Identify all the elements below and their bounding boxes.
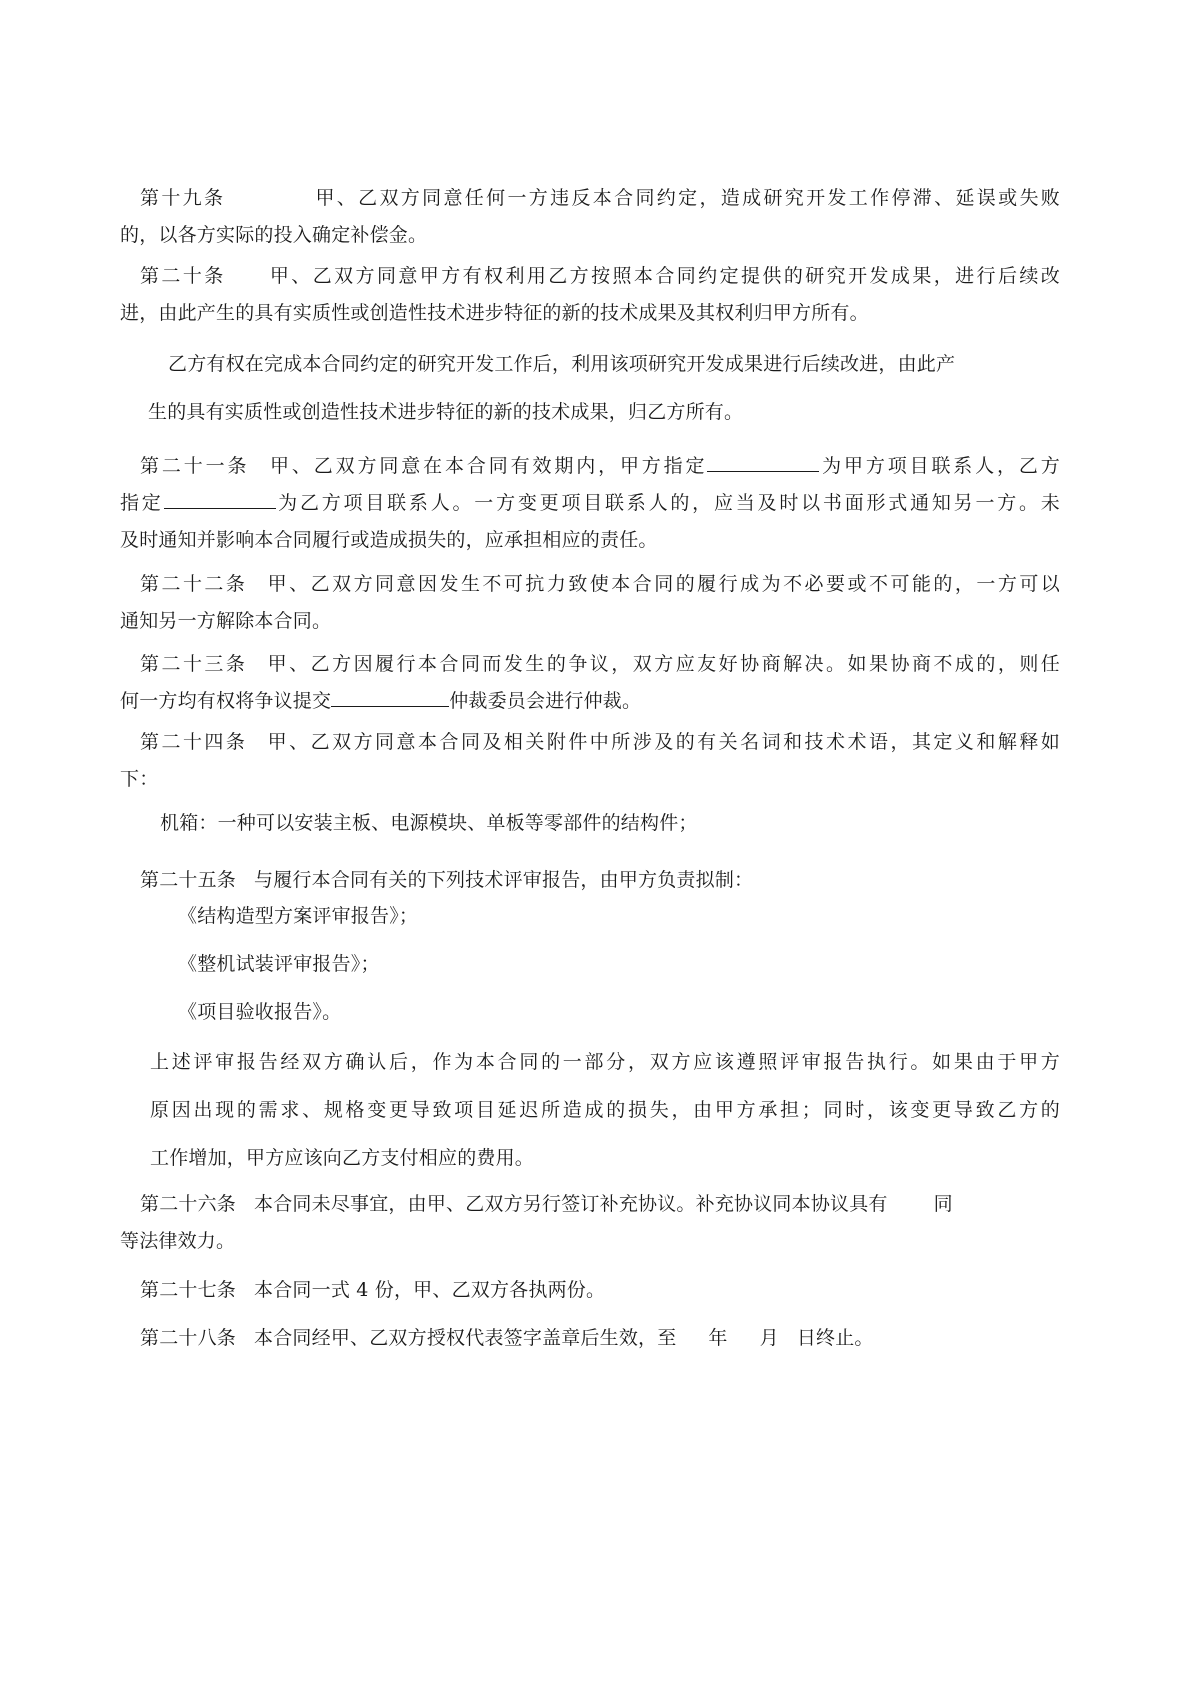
article-28 <box>140 1320 1060 1357</box>
article-24-line-2: 下： <box>120 768 159 790</box>
article-19-label: 第十九条 <box>140 187 226 209</box>
article-21-line-1 <box>140 448 1060 485</box>
article-22-line-2: 通知另一方解除本合同。 <box>120 610 332 632</box>
article-23-text-1: 甲、乙方因履行本合同而发生的争议，双方应友好协商解决。如果协商不成的，则任 <box>265 653 1060 675</box>
article-22 <box>120 566 1060 640</box>
article-21-label: 第二十一条 <box>140 455 250 477</box>
article-21-text-2b: 为乙方项目联系人。一方变更项目联系人的，应当及时以书面形式通知另一方。未 <box>275 492 1061 514</box>
party-a-contact-blank[interactable] <box>707 450 819 472</box>
article-20-text-1: 甲、乙双方同意甲方有权利用乙方按照本合同约定提供的研究开发成果，进行后续改 <box>267 265 1060 287</box>
article-28-text-a: 本合同经甲、乙双方授权代表签字盖章后生效，至 <box>254 1327 677 1349</box>
article-23 <box>120 646 1060 720</box>
article-23-label: 第二十三条 <box>140 653 248 675</box>
article-24-text-1: 甲、乙双方同意本合同及相关附件中所涉及的有关名词和技术术语，其定义和解释如 <box>265 731 1060 753</box>
article-19-line-2: 的，以各方实际的投入确定补偿金。 <box>120 224 428 246</box>
party-b-rights-line-2: 生的具有实质性或创造性技术进步特征的新的技术成果，归乙方所有。 <box>148 401 744 423</box>
article-19-text-1: 甲、乙双方同意任何一方违反本合同约定，造成研究开发工作停滞、延误或失败 <box>313 187 1060 209</box>
article-24-line-1 <box>140 724 1060 761</box>
article-26-label: 第二十六条 <box>140 1193 237 1215</box>
article-20-label: 第二十条 <box>140 265 226 287</box>
article-28-year: 年 <box>708 1327 728 1349</box>
article-26 <box>120 1186 1060 1260</box>
article-26-line-1 <box>140 1186 1060 1223</box>
report-item-1: 《结构造型方案评审报告》； <box>178 905 419 927</box>
article-25-label: 第二十五条 <box>140 869 237 891</box>
article-28-label: 第二十八条 <box>140 1327 237 1349</box>
term-definition-chassis <box>160 805 1080 842</box>
article-21-text-2a: 指定 <box>120 492 164 514</box>
term-definition-text: 机箱：一种可以安装主板、电源模块、单板等零部件的结构件； <box>160 812 698 834</box>
party-b-rights-paragraph <box>148 340 1060 436</box>
article-25-text-1: 与履行本合同有关的下列技术评审报告，由甲方负责拟制： <box>254 869 754 891</box>
article-23-text-2a: 何一方均有权将争议提交 <box>120 690 332 712</box>
review-reports-line-3: 工作增加，甲方应该向乙方支付相应的费用。 <box>150 1147 535 1169</box>
article-22-text-1: 甲、乙双方同意因发生不可抗力致使本合同的履行成为不必要或不可能的，一方可以 <box>265 573 1060 595</box>
article-20 <box>120 258 1060 332</box>
article-26-text-1b: 同 <box>933 1193 953 1215</box>
article-27-text-1: 本合同一式 4 份，甲、乙双方各执两份。 <box>254 1279 606 1301</box>
article-26-line-2: 等法律效力。 <box>120 1230 236 1252</box>
arbitration-commission-blank[interactable] <box>331 685 449 707</box>
review-reports-line-1: 上述评审报告经双方确认后，作为本合同的一部分，双方应该遵照评审报告执行。如果由于甲方 <box>150 1051 1060 1073</box>
review-reports-line-2: 原因出现的需求、规格变更导致项目延迟所造成的损失，由甲方承担；同时，该变更导致乙方的 <box>150 1099 1060 1121</box>
article-23-line-2 <box>120 683 1060 720</box>
party-b-rights-line-1: 乙方有权在完成本合同约定的研究开发工作后，利用该项研究开发成果进行后续改进，由此产 <box>168 353 956 375</box>
report-item-3: 《项目验收报告》。 <box>178 1001 342 1023</box>
report-item-2: 《整机试装评审报告》； <box>178 953 380 975</box>
article-23-text-2b: 仲裁委员会进行仲裁。 <box>449 690 642 712</box>
article-27-label: 第二十七条 <box>140 1279 237 1301</box>
article-24-label: 第二十四条 <box>140 731 248 753</box>
article-21-text-1a: 甲、乙双方同意在本合同有效期内，甲方指定 <box>267 455 708 477</box>
article-28-text-b: 日终止。 <box>796 1327 874 1349</box>
review-reports-paragraph <box>150 1038 1060 1182</box>
article-27 <box>140 1272 1060 1309</box>
article-21-line-3: 及时通知并影响本合同履行或造成损失的，应承担相应的责任。 <box>120 529 658 551</box>
article-19 <box>120 180 1060 254</box>
article-21-text-1b: 为甲方项目联系人，乙方 <box>819 455 1060 477</box>
report-list <box>178 892 1098 1036</box>
article-22-label: 第二十二条 <box>140 573 248 595</box>
article-24 <box>120 724 1060 798</box>
article-20-line-2: 进，由此产生的具有实质性或创造性技术进步特征的新的技术成果及其权利归甲方所有。 <box>120 302 869 324</box>
article-22-line-1 <box>140 566 1060 603</box>
article-27-line-1 <box>140 1272 1060 1309</box>
article-21-line-2 <box>120 485 1060 522</box>
article-26-text-1a: 本合同未尽事宜，由甲、乙双方另行签订补充协议。补充协议同本协议具有 <box>254 1193 888 1215</box>
article-20-line-1 <box>140 258 1060 295</box>
article-23-line-1 <box>140 646 1060 683</box>
article-21 <box>120 448 1061 559</box>
article-28-line-1 <box>140 1320 1060 1357</box>
party-b-contact-blank[interactable] <box>164 487 276 509</box>
article-19-line-1 <box>140 180 1060 217</box>
article-28-month: 月 <box>759 1327 779 1349</box>
